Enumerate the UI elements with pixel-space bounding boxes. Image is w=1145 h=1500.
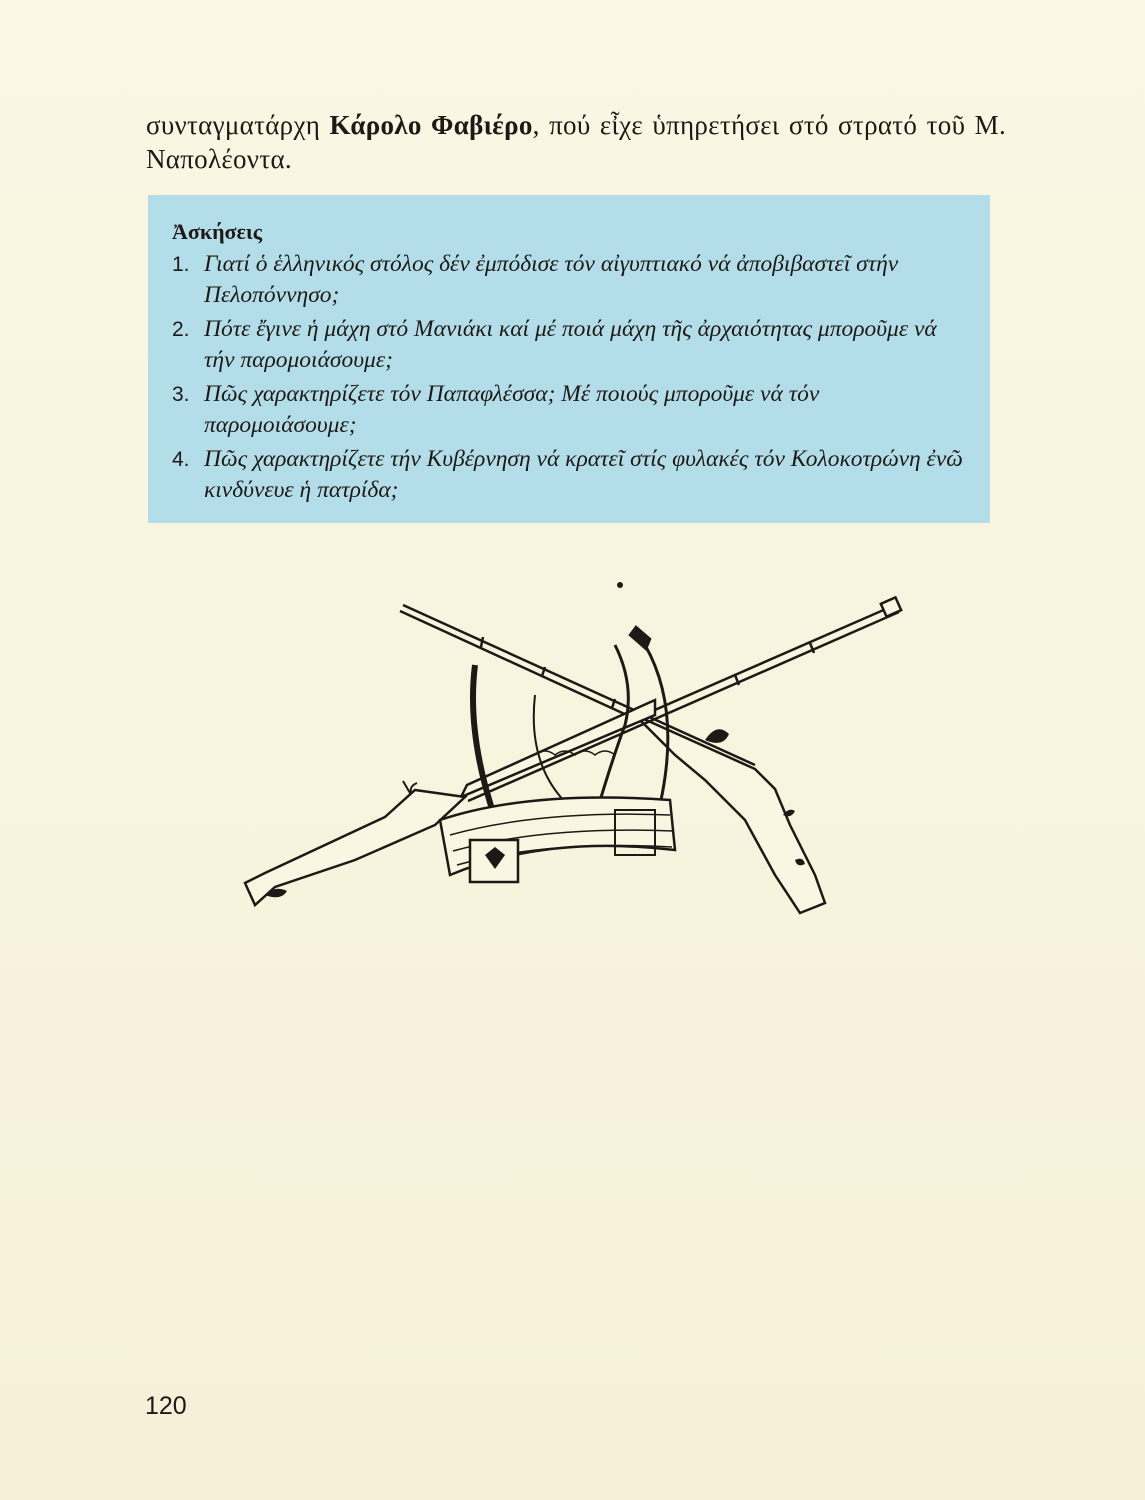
exercise-number: 3. (172, 383, 190, 406)
exercises-box (148, 195, 990, 523)
page-number: 120 (145, 1392, 187, 1420)
intro-name-bold: Κάρολο Φαβιέρο (329, 110, 533, 140)
exercise-item (172, 379, 972, 441)
intro-paragraph (146, 108, 1006, 176)
intro-text-before: συνταγματάρχη (146, 110, 330, 140)
exercise-text: Γιατί ὁ ἑλληνικός στόλος δέν ἐμπόδισε τόν αἰγυπτιακό νά ἀποβιβαστεῖ στήν Πελοπόννησο; (204, 251, 899, 308)
exercise-text: Πῶς χαρακτηρίζετε τήν Κυβέρνηση νά κρατεῖ στίς φυλακές τόν Κολοκοτρώνη ἐνῶ κινδύνευε ἡ πατρίδα; (204, 446, 963, 503)
exercise-text: Πότε ἔγινε ἡ μάχη στό Μανιάκι καί μέ ποιά μάχη τῆς ἀρχαιότητας μποροῦμε νά τήν παρομοιάσουμε; (204, 316, 937, 373)
exercise-number: 4. (172, 448, 190, 471)
ink-dot (617, 582, 623, 588)
exercise-text: Πῶς χαρακτηρίζετε τόν Παπαφλέσσα; Μέ ποιούς μποροῦμε νά τόν παρομοιάσουμε; (204, 381, 820, 438)
exercise-item (172, 249, 972, 311)
crossed-muskets-illustration (235, 575, 915, 955)
exercises-content (172, 215, 972, 509)
exercise-number: 2. (172, 318, 190, 341)
exercise-number: 1. (172, 253, 190, 276)
exercise-item (172, 314, 972, 376)
exercises-heading: Ἀσκήσεις (172, 219, 263, 244)
exercises-list (172, 249, 972, 506)
exercise-item (172, 444, 972, 506)
intro-text-after: , πού εἶχε ὑπηρετήσει στό στρατό τοῦ Μ. Ναπολέοντα. (146, 110, 1006, 174)
